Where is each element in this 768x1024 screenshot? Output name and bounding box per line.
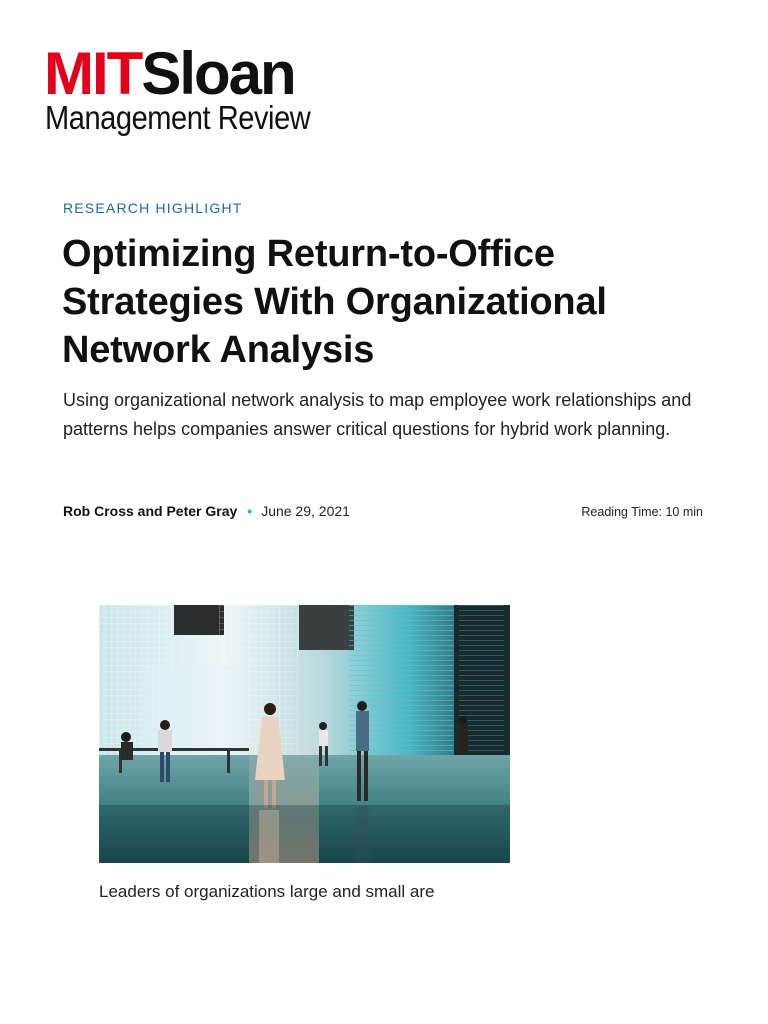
article-dek: Using organizational network analysis to map employee work relationships and patterns helps companies answer critical questions for hybrid work planning. [63,390,692,439]
logo-wordmark [44,40,295,107]
office-network-photo-icon [99,605,510,863]
author-names[interactable]: Rob Cross and Peter Gray [63,503,238,519]
reading-time: Reading Time: 10 min [581,505,703,519]
article-title: Optimizing Return-to-Office Strategies With Organizational Network Analysis [62,233,607,371]
logo-sloan: Sloan [141,40,295,107]
publish-date: June 29, 2021 [261,503,350,519]
logo-mit: MIT [44,40,142,107]
byline-separator: • [247,503,253,519]
byline [63,502,703,522]
article-kicker[interactable]: RESEARCH HIGHLIGHT [63,200,243,216]
mit-sloan-logo[interactable] [44,40,364,138]
article-body-start: Leaders of organizations large and small are [99,882,435,901]
logo-subtitle: Management Review [45,99,311,136]
hero-image [99,605,510,863]
